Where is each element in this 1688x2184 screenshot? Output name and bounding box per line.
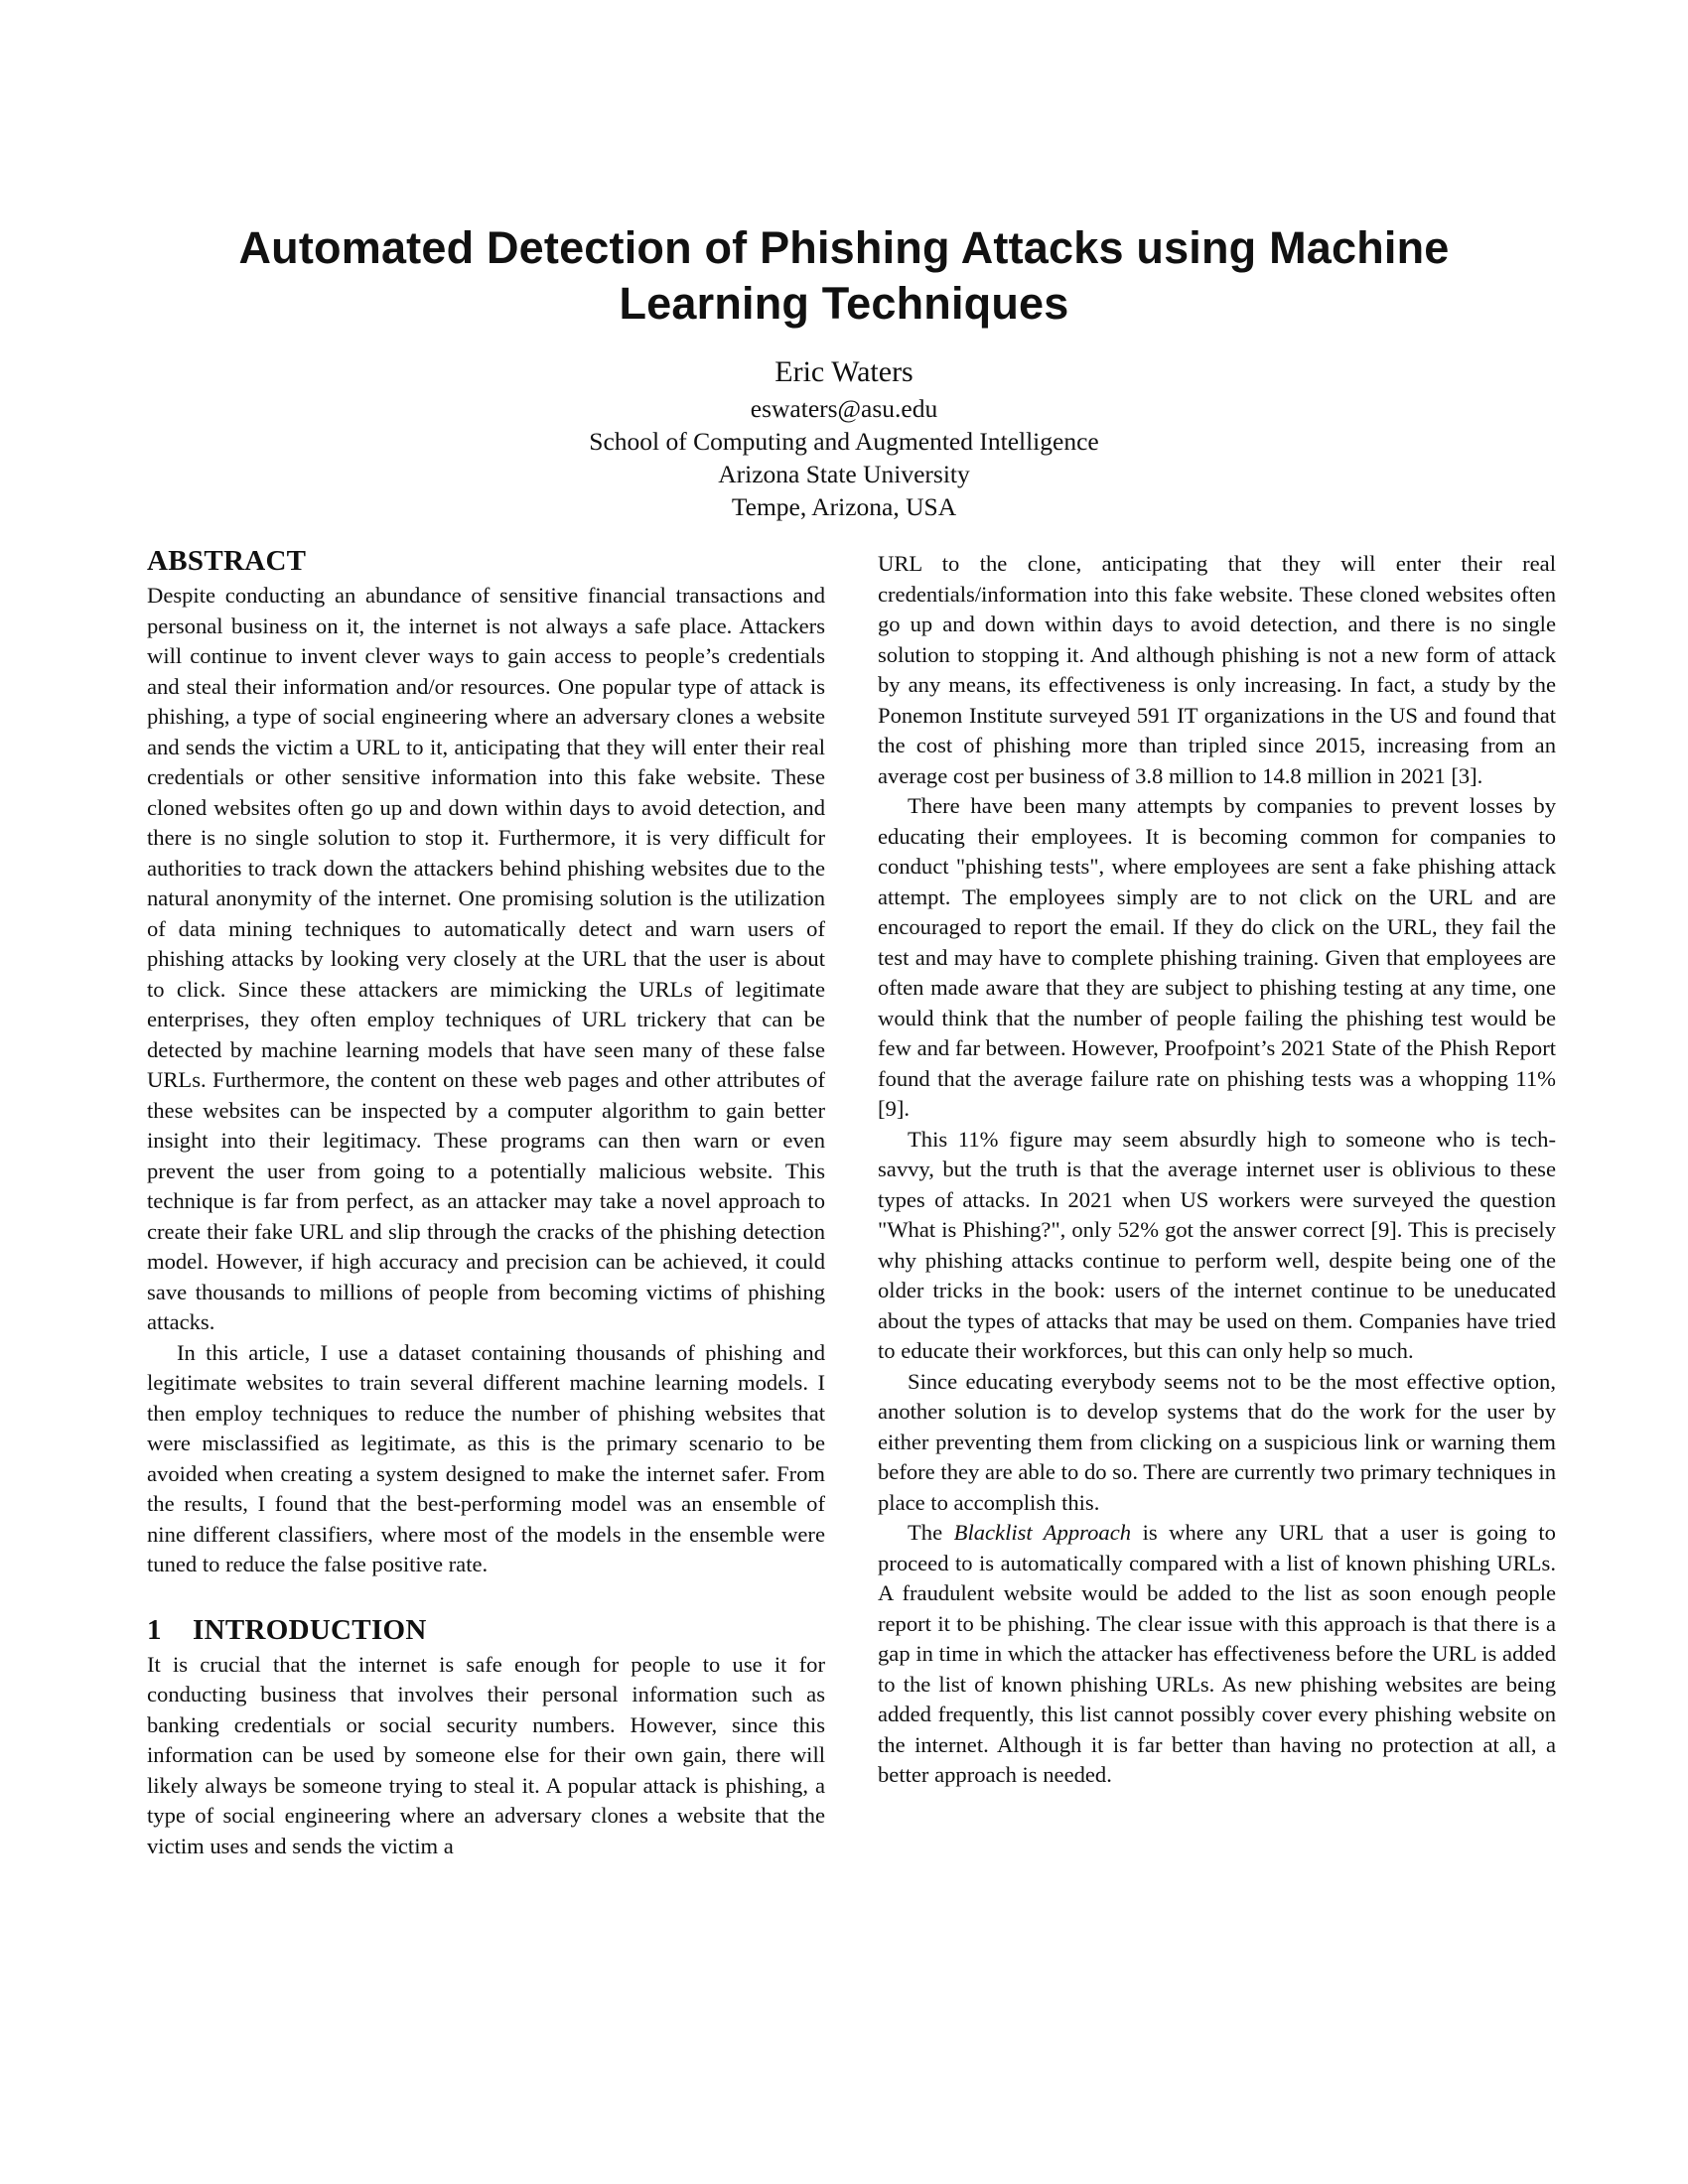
section-number: 1 [147,1613,162,1646]
introduction-paragraph-continued: URL to the clone, anticipating that they will enter their real credentials/information into this fake website. These cloned websites often go up and down within days to avoid detection, and there is no single solution to stopping it. And although phishing is not a new form of attack by any means, its effectiveness is only increasing. In fact, a study by the Ponemon Institute surveyed 591 IT organizations in the US and found that the cost of phishing more than tripled since 2015, increasing from an average cost per business of 3.8 million to 14.8 million in 2021 [3]. [878,551,1556,788]
right-column [878,549,1556,1791]
author-name: Eric Waters [774,355,914,388]
paper-title: Automated Detection of Phishing Attacks using Machine Learning Techniques [238,222,1450,329]
introduction-paragraph-blacklist [878,1518,1556,1791]
blacklist-prefix: The [908,1520,954,1545]
introduction-paragraph-1: It is crucial that the internet is safe enough for people to use it for conducting business that involves their personal information such as banking credentials or social security numbers. However, since this information can be used by someone else for their own gain, there will likely always be someone trying to steal it. A popular attack is phishing, a type of social engineering where an adversary clones a website that the victim uses and sends the victim a [147,1651,825,1858]
blacklist-text: is where any URL that a user is going to proceed to is automatically compared with a list of known phishing URLs. A fraudulent website would be added to the list as soon enough people report it to be phishing. The clear issue with this approach is that there is a gap in time in which the attacker has effectiveness before the URL is added to the list of known phishing URLs. As new phishing websites are being added frequently, this list cannot possibly cover every phishing website on the internet. Although it is far better than having no protection at all, a better approach is needed. [878,1520,1556,1787]
author-email[interactable]: eswaters@asu.edu [750,394,938,423]
blacklist-approach-term: Blacklist Approach [953,1520,1132,1545]
abstract-paragraph-2: In this article, I use a dataset containing thousands of phishing and legitimate websites to train several different machine learning models. I then employ techniques to reduce the number of phishing websites that were misclassified as legitimate, as this is the primary scenario to be avoided when creating a system designed to make the internet safer. From the results, I found that the best-performing model was an ensemble of nine different classifiers, where most of the models in the ensemble were tuned to reduce the false positive rate. [147,1339,825,1576]
author-university: Arizona State University [718,460,970,488]
introduction-paragraph-solutions: Since educating everybody seems not to be the most effective option, another solution is to develop systems that do the work for the user by either preventing them from clicking on a suspicious link or warning them before they are able to do so. There are currently two primary techniques in place to accomplish this. [878,1368,1556,1515]
abstract-paragraph-1: Despite conducting an abundance of sensitive financial transactions and personal business on it, the internet is not always a safe place. Attackers will continue to invent clever ways to gain access to people’s credentials and steal their information and/or resources. One popular type of attack is phishing, a type of social engineering where an adversary clones a website and sends the victim a URL to it, anticipating that they will enter their real credentials or other sensitive information into this fake website. These cloned websites often go up and down within days to avoid detection, and there is no single solution to stop it. Furthermore, it is very difficult for authorities to track down the attackers behind phishing websites due to the natural anonymity of the internet. One promising solution is the utilization of data mining techniques to automatically detect and warn users of phishing attacks by looking very closely at the URL that the user is about to click. Since these attackers are mimicking the URLs of legitimate enterprises, they often employ techniques of URL trickery that can be detected by machine learning models that have seen many of these false URLs. Furthermore, the content on these web pages and other attributes of these websites can be inspected by a computer algorithm to gain better insight into their legitimacy. These programs can then warn or even prevent the user from going to a potentially malicious website. This technique is far from perfect, as an attacker may take a novel approach to create their fake URL and slip through the cracks of the phishing detection model. However, if high accuracy and precision can be achieved, it could save thousands to millions of people from becoming victims of phishing attacks. [147,583,825,1334]
introduction-heading [147,1612,825,1648]
introduction-paragraph-phishing-tests: There have been many attempts by companies to prevent losses by educating their employees. It is becoming common for companies to conduct "phishing tests", where employees are sent a fake phishing attack attempt. The employees simply are to not click on the URL and are encouraged to report the email. If they do click on the URL, they fail the test and may have to complete phishing training. Given that employees are often made aware that they are subject to phishing testing at any time, one would think that the number of people failing the phishing test would be few and far between. However, Proofpoint’s 2021 State of the Phish Report found that the average failure rate on phishing tests was a whopping 11% [9]. [878,793,1556,1121]
author-block [149,352,1539,523]
author-location: Tempe, Arizona, USA [731,492,957,521]
abstract-heading: ABSTRACT [147,545,307,577]
introduction-paragraph-statistics: This 11% figure may seem absurdly high to someone who is tech-savvy, but the truth is that the average internet user is oblivious to these types of attacks. In 2021 when US workers were surveyed the question "What is Phishing?", only 52% got the answer correct [9]. This is precisely why phishing attacks continue to perform well, despite being one of the older tricks in the book: users of the internet continue to be uneducated about the types of attacks that may be used on them. Companies have tried to educate their workforces, but this can only help so much. [878,1126,1556,1363]
left-column [147,543,825,1861]
section-title: INTRODUCTION [193,1613,427,1646]
author-department: School of Computing and Augmented Intelligence [589,427,1099,456]
